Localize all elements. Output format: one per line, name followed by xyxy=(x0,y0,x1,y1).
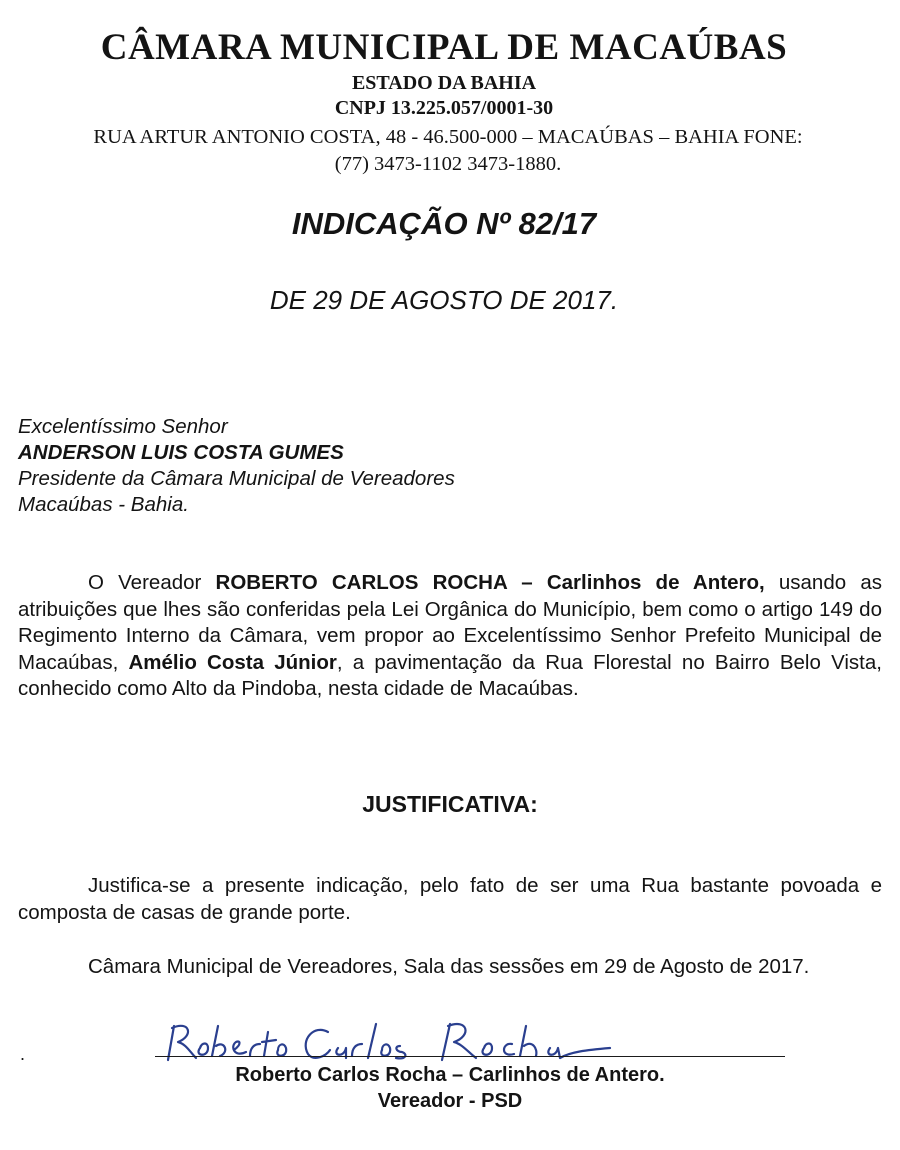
address-line-2: (77) 3473-1102 3473-1880. xyxy=(334,153,562,175)
chamber-title: CÂMARA MUNICIPAL DE MACAÚBAS xyxy=(100,27,788,68)
margin-dot: . xyxy=(20,1044,26,1064)
address-line-1: RUA ARTUR ANTONIO COSTA, 48 - 46.500-000 – MACAÚBAS – BAHIA FONE: xyxy=(93,126,803,148)
mayor-name: Amélio Costa Júnior xyxy=(128,650,337,674)
address-block xyxy=(28,124,868,178)
signer-role: Vereador - PSD xyxy=(377,1090,523,1112)
justification-paragraph xyxy=(18,873,882,926)
proposal-paragraph xyxy=(18,570,882,703)
addressee-salutation: Excelentíssimo Senhor xyxy=(18,415,228,438)
addressee-title: Presidente da Câmara Municipal de Vereadores xyxy=(18,467,455,490)
state-line: ESTADO DA BAHIA xyxy=(351,72,537,94)
proposal-middle: usando as atribuições que lhes são conferidas pela Lei Orgânica do Município, bem como o artigo 149 do Regimento Interno da Câmara, vem propor ao Excelentíssimo Senhor Prefeito Municipal de Macaúbas, xyxy=(18,571,882,674)
proposal-end: , a pavimentação da Rua Florestal no Bairro Belo Vista, conhecido como Alto da Pindoba, nesta cidade de Macaúbas. xyxy=(18,650,882,700)
signature-line xyxy=(155,1056,785,1057)
handwritten-signature xyxy=(150,1012,620,1072)
closing-paragraph xyxy=(18,954,882,981)
signer-name: Roberto Carlos Rocha – Carlinhos de Antero. xyxy=(235,1064,665,1086)
addressee-block xyxy=(18,414,718,518)
document-date: DE 29 DE AGOSTO DE 2017. xyxy=(269,285,619,315)
cnpj-line: CNPJ 13.225.057/0001-30 xyxy=(334,97,554,119)
closing-text: Câmara Municipal de Vereadores, Sala das sessões em 29 de Agosto de 2017. xyxy=(88,955,810,978)
addressee-location: Macaúbas - Bahia. xyxy=(18,493,189,516)
document-number: INDICAÇÃO Nº 82/17 xyxy=(291,206,597,241)
councilor-name: ROBERTO CARLOS ROCHA – Carlinhos de Antero, xyxy=(215,571,765,594)
justification-heading: JUSTIFICATIVA: xyxy=(362,791,538,817)
justification-text: Justifica-se a presente indicação, pelo fato de ser uma Rua bastante povoada e composta de casas de grande porte. xyxy=(18,874,882,924)
proposal-intro: O Vereador xyxy=(88,571,216,594)
addressee-name: ANDERSON LUIS COSTA GUMES xyxy=(18,441,344,464)
